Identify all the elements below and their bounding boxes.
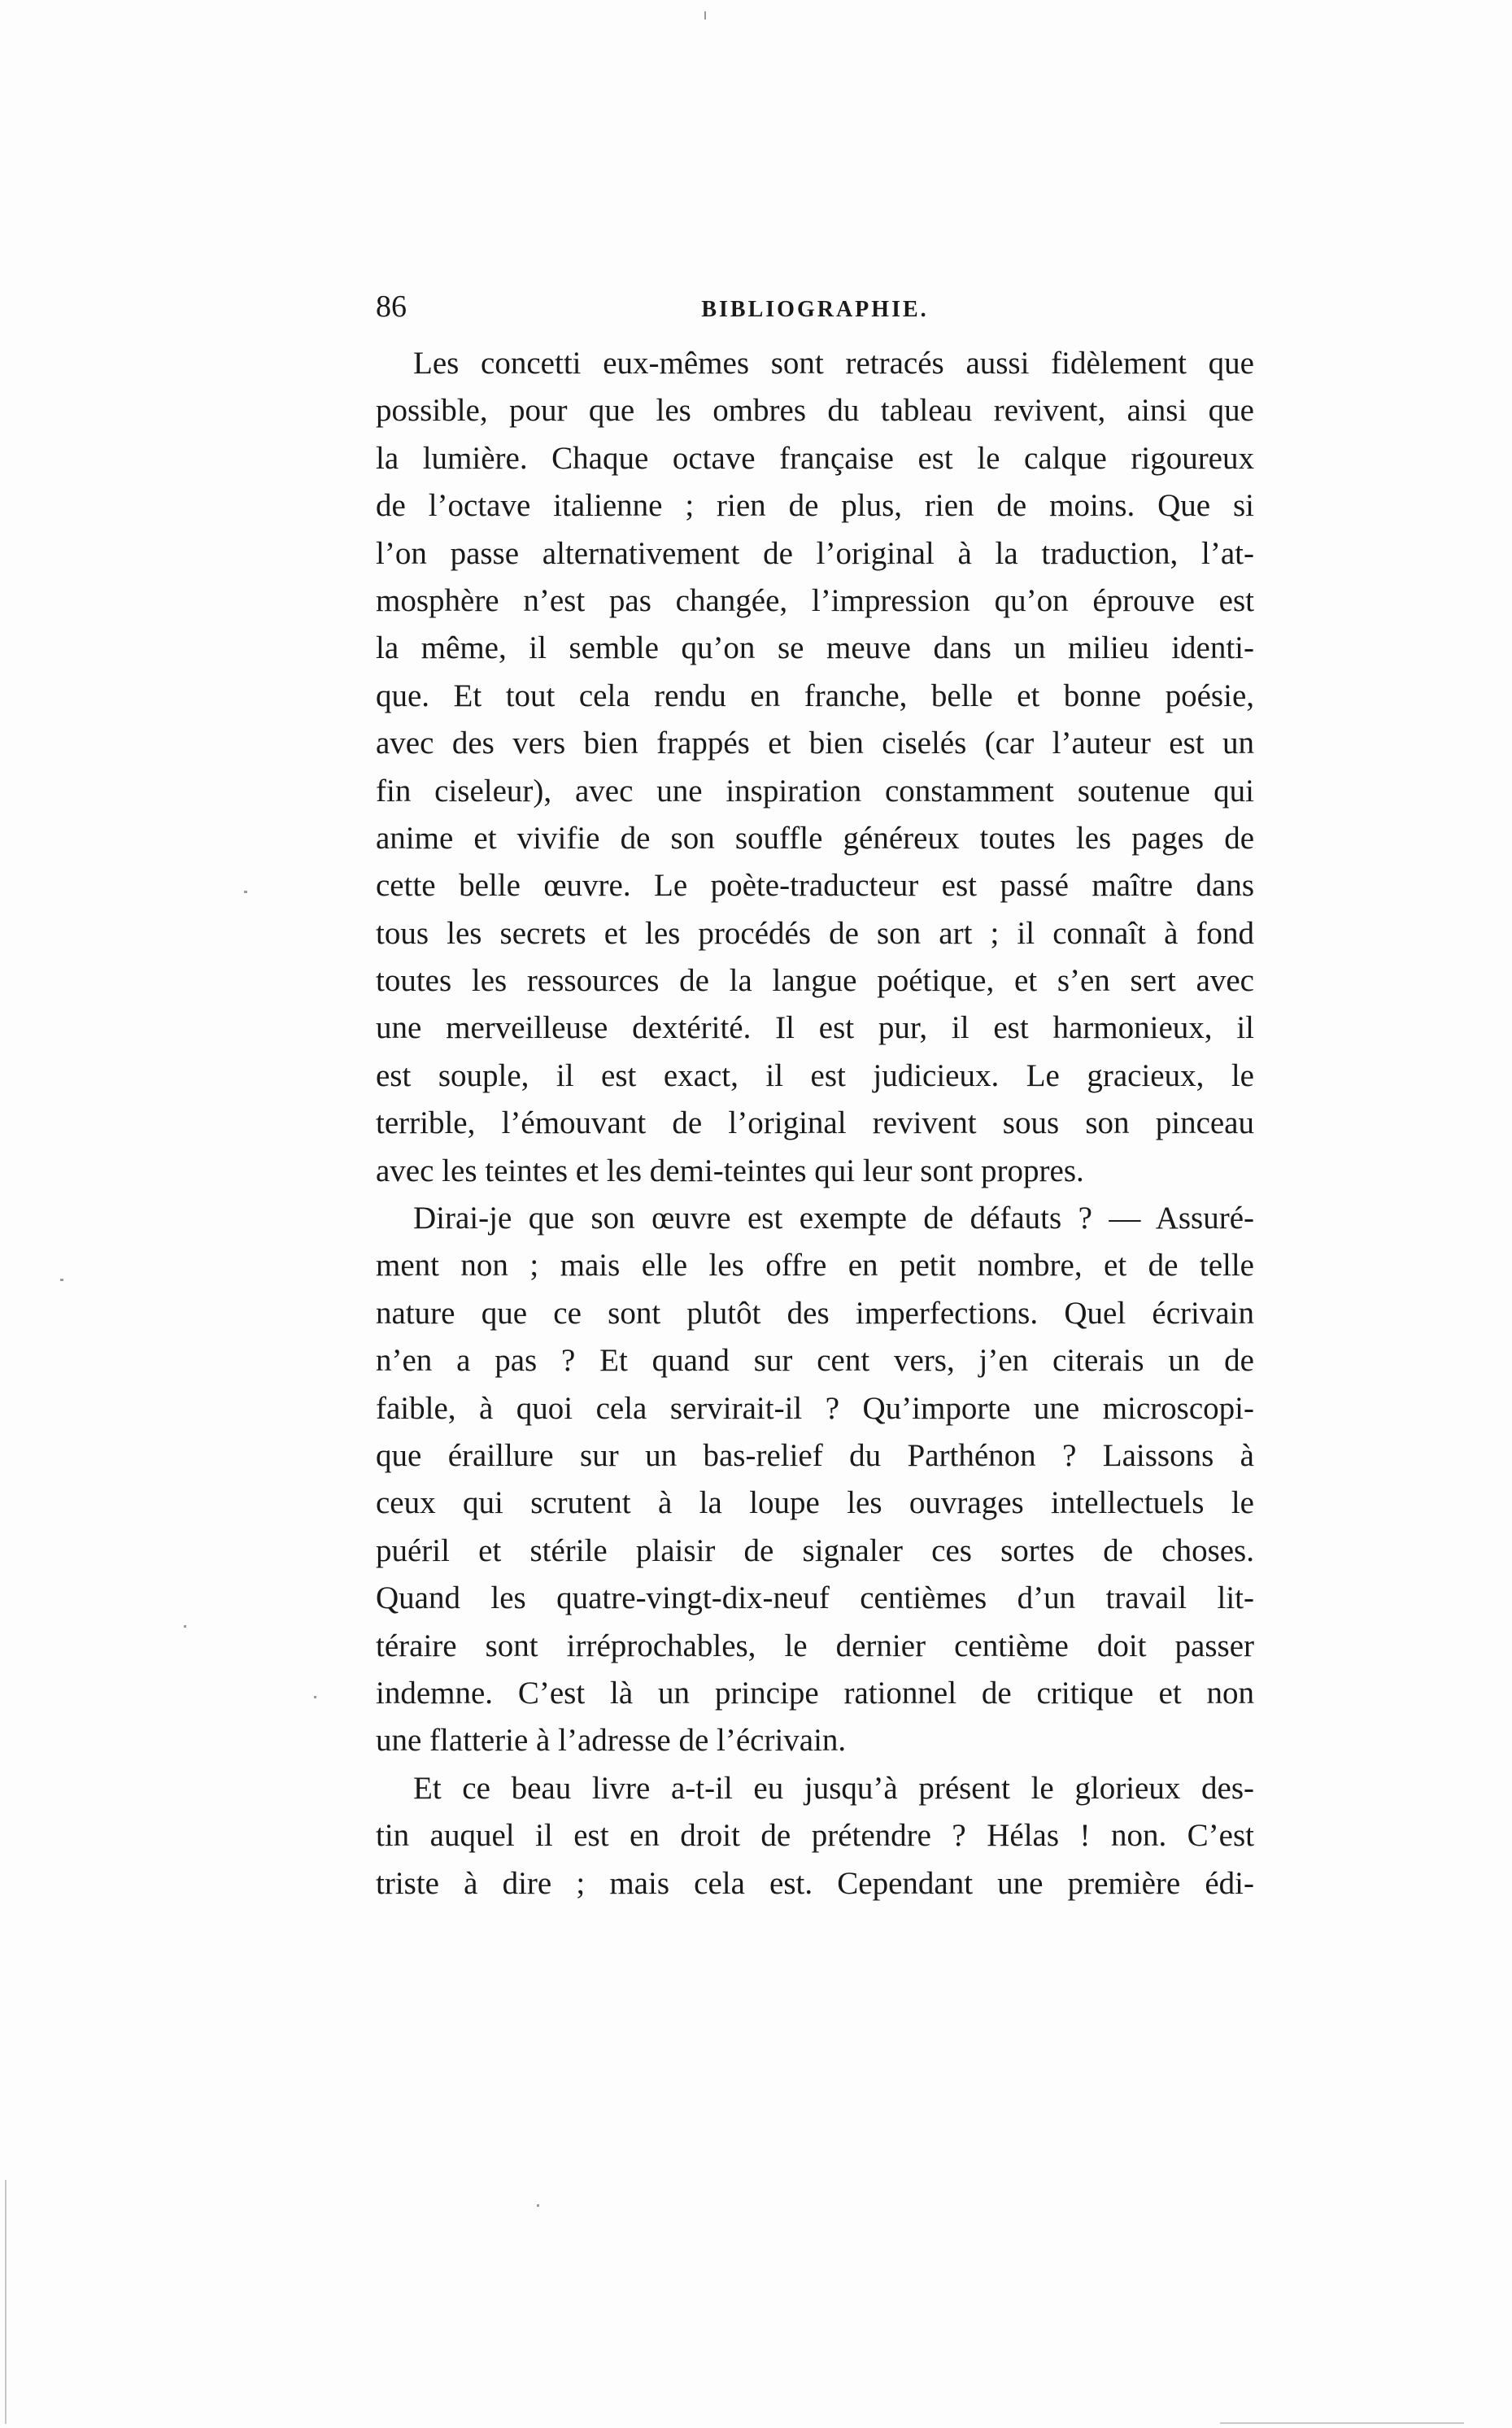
running-title: BIBLIOGRAPHIE. <box>701 297 929 322</box>
text-line: la lumière. Chaque octave française est le calque rigoureux <box>376 440 1254 476</box>
text-line: anime et vivifie de son souffle généreux toutes les pages de <box>376 820 1254 856</box>
scan-speck <box>314 1696 316 1698</box>
text-line: Et ce beau livre a-t-il eu jusqu’à présent le glorieux des- <box>413 1770 1254 1806</box>
running-head <box>376 286 1254 327</box>
text-line: est souple, il est exact, il est judicieux. Le gracieux, le <box>376 1057 1254 1093</box>
text-line: Dirai-je que son œuvre est exempte de défauts ? — Assuré- <box>413 1201 1254 1236</box>
text-line: ment non ; mais elle les offre en petit nombre, et de telle <box>376 1248 1254 1284</box>
text-line: Quand les quatre-vingt-dix-neuf centièmes d’un travail lit- <box>376 1580 1254 1616</box>
scan-edge <box>1220 2422 1464 2424</box>
scan-speck <box>184 1625 186 1628</box>
text-line: ceux qui scrutent à la loupe les ouvrages intellectuels le <box>376 1485 1254 1521</box>
text-line: n’en a pas ? Et quand sur cent vers, j’en citerais un de <box>376 1343 1254 1379</box>
text-line: une merveilleuse dextérité. Il est pur, il est harmonieux, il <box>376 1010 1254 1046</box>
page-number: 86 <box>376 290 407 324</box>
text-line: de l’octave italienne ; rien de plus, rien de moins. Que si <box>376 488 1254 524</box>
text-line: puéril et stérile plaisir de signaler ces sortes de choses. <box>376 1532 1254 1568</box>
text-line: Les concetti eux-mêmes sont retracés aussi fidèlement que <box>413 346 1254 381</box>
text-line: nature que ce sont plutôt des imperfections. Quel écrivain <box>376 1295 1254 1331</box>
scan-edge <box>5 2180 7 2424</box>
text-line: avec les teintes et les demi-teintes qui leur sont propres. <box>376 1153 1084 1188</box>
text-line: tin auquel il est en droit de prétendre ? Hélas ! non. C’est <box>376 1818 1254 1854</box>
text-line: cette belle œuvre. Le poète-traducteur est passé maître dans <box>376 868 1254 904</box>
text-line: terrible, l’émouvant de l’original revivent sous son pinceau <box>376 1105 1254 1141</box>
text-line: que. Et tout cela rendu en franche, belle et bonne poésie, <box>376 678 1254 713</box>
text-line: possible, pour que les ombres du tableau revivent, ainsi que <box>376 393 1254 429</box>
text-line: faible, à quoi cela servirait-il ? Qu’importe une microscopi- <box>376 1390 1254 1426</box>
text-line: téraire sont irréprochables, le dernier centième doit passer <box>376 1628 1254 1663</box>
text-line: que éraillure sur un bas-relief du Parthénon ? Laissons à <box>376 1437 1254 1473</box>
scan-speck <box>537 2204 539 2207</box>
text-line: la même, il semble qu’on se meuve dans un milieu identi- <box>376 630 1254 666</box>
scan-speck <box>60 1279 63 1281</box>
scan-speck <box>244 891 247 893</box>
text-line: tous les secrets et les procédés de son art ; il connaît à fond <box>376 915 1254 951</box>
scan-speck <box>704 11 706 20</box>
text-line: l’on passe alternativement de l’original à la traduction, l’at- <box>376 535 1254 571</box>
text-line: toutes les ressources de la langue poétique, et s’en sert avec <box>376 963 1254 999</box>
text-line: une flatterie à l’adresse de l’écrivain. <box>376 1723 847 1759</box>
text-line: triste à dire ; mais cela est. Cependant une première édi- <box>376 1865 1254 1901</box>
text-line: avec des vers bien frappés et bien ciselés (car l’auteur est un <box>376 726 1254 761</box>
text-line: mosphère n’est pas changée, l’impression qu’on éprouve est <box>376 582 1254 618</box>
body-text <box>376 340 1254 1907</box>
text-line: fin ciseleur), avec une inspiration constamment soutenue qui <box>376 773 1254 809</box>
text-line: indemne. C’est là un principe rationnel de critique et non <box>376 1675 1254 1711</box>
